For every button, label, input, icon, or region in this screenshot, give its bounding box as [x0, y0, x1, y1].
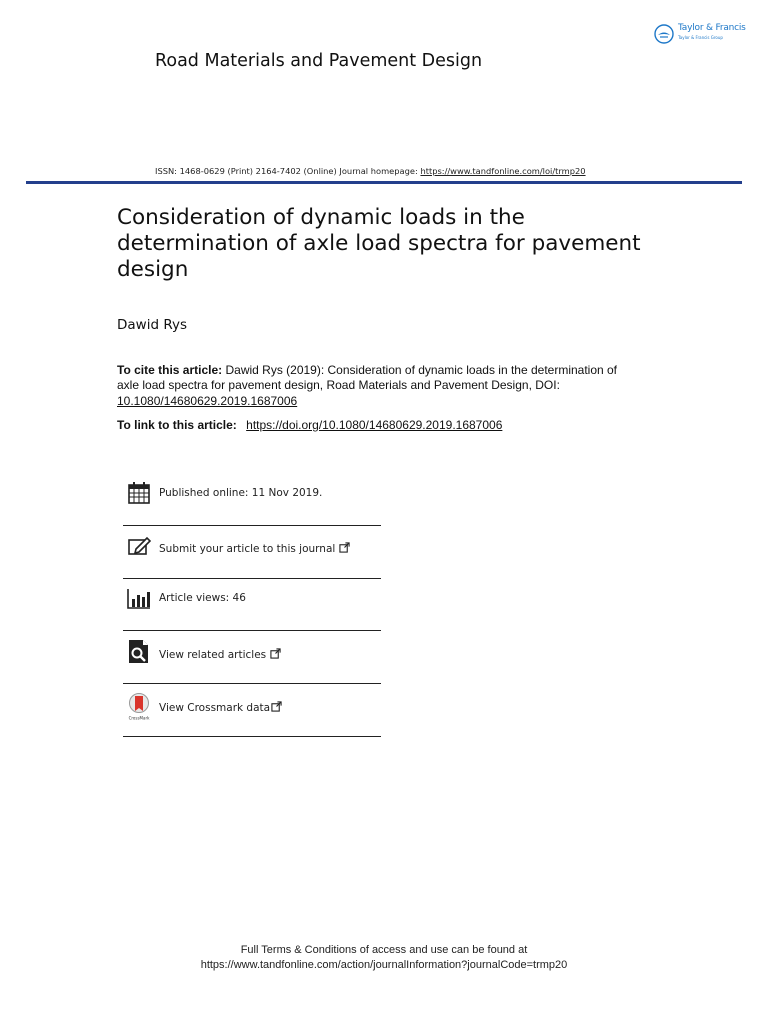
article-link-line: [117, 418, 502, 432]
taylor-francis-icon: [654, 24, 674, 44]
calendar-icon: [127, 481, 151, 505]
search-document-icon: [127, 639, 151, 663]
footer: [0, 943, 768, 973]
citation-block: [117, 363, 637, 409]
citation-label: To cite this article:: [117, 363, 223, 377]
info-divider: [123, 525, 381, 526]
article-views-text: Article views: 46: [159, 592, 246, 604]
edit-icon: [127, 535, 151, 559]
related-articles-link[interactable]: [159, 648, 281, 661]
crossmark-icon: [127, 693, 151, 721]
journal-homepage-link[interactable]: https://www.tandfonline.com/loi/trmp20: [420, 166, 586, 176]
issn-line: [155, 166, 586, 176]
header-rule: [26, 181, 742, 184]
crossmark-row[interactable]: [123, 693, 381, 733]
published-online-row: [123, 481, 381, 521]
published-online-text: Published online: 11 Nov 2019.: [159, 487, 323, 499]
related-articles-row[interactable]: [123, 639, 381, 679]
publisher-logo: [654, 22, 754, 48]
info-divider: [123, 683, 381, 684]
journal-title: Road Materials and Pavement Design: [155, 51, 483, 71]
citation-doi-link[interactable]: 10.1080/14680629.2019.1687006: [117, 393, 298, 408]
article-doi-link[interactable]: https://doi.org/10.1080/14680629.2019.1687006: [246, 418, 503, 432]
crossmark-badge-text: CrossMark: [128, 715, 150, 721]
bar-chart-icon: [127, 587, 151, 611]
external-link-icon: [339, 542, 350, 553]
info-divider: [123, 736, 381, 737]
article-title: Consideration of dynamic loads in the determination of axle load spectra for pavement design: [117, 205, 641, 282]
citation-text: Dawid Rys (2019): Consideration of dynamic loads in the determination of axle load spectra for pavement design, Road Materials and Pavement Design, DOI:: [117, 363, 618, 393]
issn-text: ISSN: 1468-0629 (Print) 2164-7402 (Online) Journal homepage:: [155, 166, 418, 176]
footer-terms: Full Terms & Conditions of access and use can be found at: [240, 944, 528, 956]
article-author: Dawid Rys: [117, 317, 187, 333]
footer-url[interactable]: https://www.tandfonline.com/action/journalInformation?journalCode=trmp20: [200, 959, 568, 971]
submit-article-link[interactable]: [159, 542, 350, 555]
crossmark-label: View Crossmark data: [159, 702, 271, 714]
info-divider: [123, 630, 381, 631]
publisher-group: Taylor & Francis Group: [678, 35, 723, 40]
publisher-name: Taylor & Francis: [678, 23, 746, 33]
submit-article-label: Submit your article to this journal: [159, 543, 336, 555]
crossmark-link[interactable]: [159, 701, 282, 714]
external-link-icon: [271, 701, 282, 712]
external-link-icon: [270, 648, 281, 659]
related-articles-label: View related articles: [159, 649, 267, 661]
article-views-row: [123, 587, 381, 627]
submit-article-row[interactable]: [123, 535, 381, 575]
info-divider: [123, 578, 381, 579]
link-label: To link to this article:: [117, 418, 237, 432]
